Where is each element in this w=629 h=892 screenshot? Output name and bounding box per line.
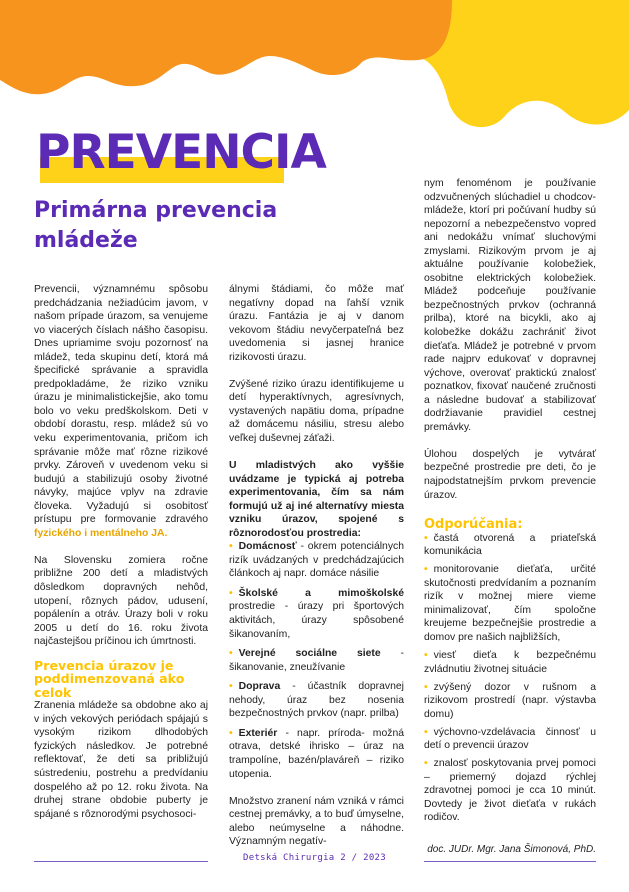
section-subheading: Prevencia úrazov je poddimenzovaná ako celok (34, 657, 185, 700)
article-title: Primárna prevencia mládeže (34, 198, 278, 253)
bullet-icon: • (424, 564, 428, 576)
paragraph-bold: U mladistvých ako vyššie uvádzame je typická aj potreba experimentovania, čím sa nám formujú už aj iné alternatívy miesta vzniku úrazov, spojené s rôznorodosťou prostredia: (229, 460, 404, 539)
paragraph: Na Slovensku zomiera ročne približne 200 detí a mladistvých dôsledkom dopravných nehôd, utopení, rôznych pádov, udusení, popálenín a otráv. Úrazy boli v roku 2005 u detí do 16. roku života najčastejšou príčinou ich úmrtnosti. (34, 554, 208, 648)
list-item: • zvýšený dozor v rušnom a rizikovom prostredí (napr. výstavba domu) (424, 681, 596, 720)
paragraph: Zvýšené riziko úrazu identifikujeme u detí hyperaktívnych, agresívnych, vystavených napätiu doma, prípadne až domácemu násiliu, stresu alebo veľkej duševnej záťaži. (229, 378, 404, 444)
list-item: • častá otvorená a priateľská komunikácia (424, 532, 596, 558)
paragraph: Prevencii, významnému spôsobu predchádzania nežiadúcim javom, v našom prípade úrazom, sa venujeme vo viacerých číslach nášho časopisu. Dnes upriamime svoju pozornosť na mládež, teda skupinu detí, ktorá má špecifické správanie a spravidla predpokladáme, že riziko vzniku úrazu je minimalistickejšie, ako tomu bolo vo veku predškolskom. Deti v období dorastu, resp. mládež sú vo veku experimentovania, pričom ich správanie môže mať rôzne rizikové prvky. Zároveň v uvedenom veku si budujú a stabilizujú osoby životné návyky, majúce vplyv na zdravie človeka. Vyžadujú si osobitosť prístupu pre formovanie zdravého fyzického i mentálneho JA. (34, 284, 208, 539)
recommendations-list (424, 532, 596, 825)
column-2 (229, 283, 404, 849)
highlight-text: fyzického i mentálneho JA. (34, 527, 168, 539)
list-item: • monitorovanie dieťaťa, určité skutočnosti predvídaním a poznaním rizík v možnej miere vieme minimalizovať, čím spoločne kreujeme bezpečnejšie prostredie a domov pre našich najbližších, (424, 564, 596, 643)
list-item: • Exteriér - napr. príroda- možná otrava, detské ihrisko – úraz na trampolíne, bazén/plaváreň – riziko utopenia. (229, 727, 404, 780)
orange-cloud-shape (0, 0, 452, 94)
list-item: • Domácnosť - okrem potenciálnych rizík uvádzaných v predchádzajúcich článkoch aj napr. domáce násilie (229, 541, 404, 580)
bullet-icon: • (424, 726, 428, 738)
list-item: • znalosť poskytovania prvej pomoci – priemerný dojazd rýchlej zdravotnej pomoci je cca 10 minút. Dovtedy je život dieťaťa v rukách rodičov. (424, 758, 596, 824)
column-1 (34, 283, 208, 821)
footer (0, 853, 629, 863)
paragraph: Množstvo zranení nám vzniká v rámci cestnej premávky, a to buď úmyselne, alebo neúmyselne a náhodne. Významným negatív- (229, 795, 404, 848)
bullet-list (229, 540, 404, 781)
paragraph: Zranenia mládeže sa obdobne ako aj v iných vekových periódach spájajú s vysokým rizikom dlhodobých fyzických následkov. Je potrebné reflektovať, že deti sa približujú sústredeniu, postrehu a predvídaniu dospelého až po 12. roku života. Na druhej strane obdobie puberty je spájané s rôznorodými psychosoci- (34, 700, 208, 820)
column-3 (424, 177, 596, 857)
bullet-icon: • (424, 532, 428, 544)
bullet-icon: • (229, 681, 233, 693)
bullet-icon: • (229, 541, 233, 553)
list-item: • Školské a mimoškolské prostredie - úrazy pri športových aktivitách, úrazy spôsobené šikanovaním, (229, 587, 404, 640)
bullet-icon: • (424, 649, 428, 661)
list-item: • Verejné sociálne siete - šikanovanie, zneužívanie (229, 648, 404, 673)
list-item: • výchovno-vzdelávacia činnosť u detí o prevencii úrazov (424, 726, 596, 752)
bullet-icon: • (424, 681, 428, 693)
footer-label: Detská Chirurgia 2 / 2023 (233, 853, 396, 863)
list-item: • viesť dieťa k bezpečnému zvládnutiu životnej situácie (424, 649, 596, 675)
bullet-icon: • (424, 758, 428, 770)
list-item: • Doprava - účastník dopravnej nehody, úraz bez nosenia bezpečnostných prvkov (napr. prilba) (229, 681, 404, 720)
paragraph: álnymi štádiami, čo môže mať negatívny dopad na ľahší vznik úrazu. Fantázia je aj v danom vekovom štádiu nevyčerpateľná bez uvedomenia si jasnej hranice rizikovosti úrazu. (229, 284, 404, 363)
section-subheading: Odporúčania: (424, 517, 523, 533)
masthead-title: PREVENCIA (36, 125, 326, 180)
paragraph: Úlohou dospelých je vytvárať bezpečné prostredie pre deti, čo je najpodstatnejším prvkom prevencie úrazov. (424, 448, 596, 501)
paragraph: nym fenoménom je používanie odzvučnených slúchadiel u chodcov- mládeže, ktorí pri počúvaní hudby sú nepozorní a nebezpečenstvo vopred ani nedokážu vnímať sluchovými zmyslami. Rizikovým prvom je aj aktuálne používanie kolobežiek, osobitne elektrických kolobežiek. Mládež podceňuje používanie bezpečnostných prvkov (ochranná prilba), ktoré na bicykli, ako aj kolobežke dokážu zachrániť život dieťaťa. Mládež je potrebné v prvom rade najprv edukovať v dopravnej výchove, overovať praktickú znalosť poznatkov, fixovať naučené zručnosti a následne budovať a stabilizovať dodržiavanie pravidiel cestnej premávky. (424, 178, 596, 433)
author-signature: doc. JUDr. Mgr. Jana Šimonová, PhD. (427, 844, 596, 856)
header-decoration (0, 0, 629, 140)
bullet-icon: • (229, 648, 233, 660)
bullet-icon: • (229, 587, 233, 599)
bullet-icon: • (229, 727, 233, 739)
